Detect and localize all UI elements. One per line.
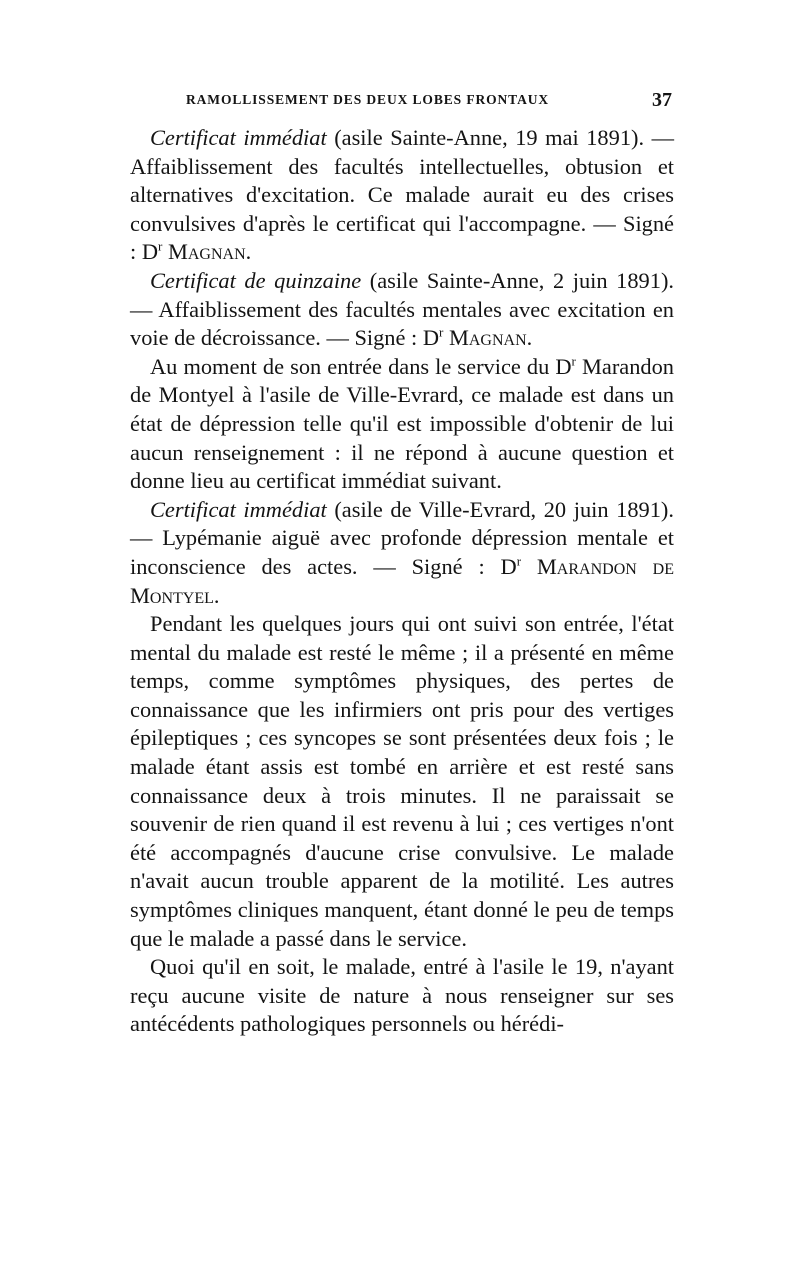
signatory-name: Magnan — [443, 325, 527, 351]
body-text — [130, 124, 674, 1039]
narrative-paragraph — [130, 610, 674, 953]
paragraph-end: . — [526, 325, 533, 351]
page-number: 37 — [652, 89, 672, 111]
paragraph-text: (asile Sainte-Anne, 19 mai 1891). — Affaiblissement des facultés intellectuelles, obtusion et alternatives d'excitation. Ce malade aurait eu des crises convulsives d'après le certificat qui l'accompagne. — Signé : D — [130, 125, 674, 265]
certificate-heading: Certificat de quinzaine — [150, 267, 362, 293]
narrative-paragraph — [130, 953, 674, 1039]
paragraph-text: Quoi qu'il en soit, le malade, entré à l'asile le 19, n'ayant reçu aucune visite de nature à nous renseigner sur ses antécédents pathologiques personnels ou hérédi- — [130, 954, 674, 1037]
certificate-heading: Certificat immédiat — [150, 496, 327, 522]
title-abbrev: r — [439, 324, 444, 340]
title-abbrev: r — [516, 553, 522, 569]
paragraph-text: (asile Sainte-Anne, 2 juin 1891). — Affaiblissement des facultés mentales avec excitation en voie de décroissance. — Signé : D — [130, 267, 674, 351]
running-head — [130, 89, 672, 114]
signatory-name: Magnan — [162, 239, 246, 265]
paragraph-text: (asile de Ville-Evrard, 20 juin 1891). — Lypémanie aiguë avec profonde dépression mentale et inconscience des actes. — Signé : D — [130, 496, 674, 579]
certificate-paragraph — [130, 267, 674, 353]
paragraph-end: . — [213, 582, 220, 608]
running-title: RAMOLLISSEMENT DES DEUX LOBES FRONTAUX — [186, 92, 550, 107]
certificate-paragraph — [130, 124, 674, 267]
paragraph-text: Au moment de son entrée dans le service du D — [150, 353, 572, 379]
narrative-paragraph — [130, 353, 674, 496]
paragraph-end: . — [245, 239, 252, 265]
certificate-heading: Certificat immédiat — [150, 125, 327, 150]
paragraph-text: Marandon de Montyel à l'asile de Ville-Evrard, ce malade est dans un état de dépression telle qu'il est impossible d'obtenir de lui aucun renseignement : il ne répond à aucune question et donne lieu au certificat immédiat suivant. — [130, 353, 674, 494]
title-abbrev: r — [158, 238, 163, 254]
certificate-paragraph — [130, 496, 674, 610]
paragraph-text: Pendant les quelques jours qui ont suivi son entrée, l'état mental du malade est resté le même ; il a présenté en même temps, comme symptômes physiques, des pertes de connaissance que les infirmiers ont pris pour des vertiges épileptiques ; ces syncopes se sont présentées deux fois ; le malade étant assis est tombé en arrière et est resté sans connaissance deux à trois minutes. Il ne paraissait se souvenir de rien quand il est revenu à lui ; ces vertiges n'ont été accompagnés d'aucune crise convulsive. Le malade n'avait aucun trouble apparent de la motilité. Les autres symptômes cliniques manquent, étant donné le peu de temps que le malade a passé dans le service. — [130, 611, 674, 951]
signatory-name: Marandon de Montyel — [130, 553, 674, 608]
title-abbrev: r — [571, 353, 576, 369]
